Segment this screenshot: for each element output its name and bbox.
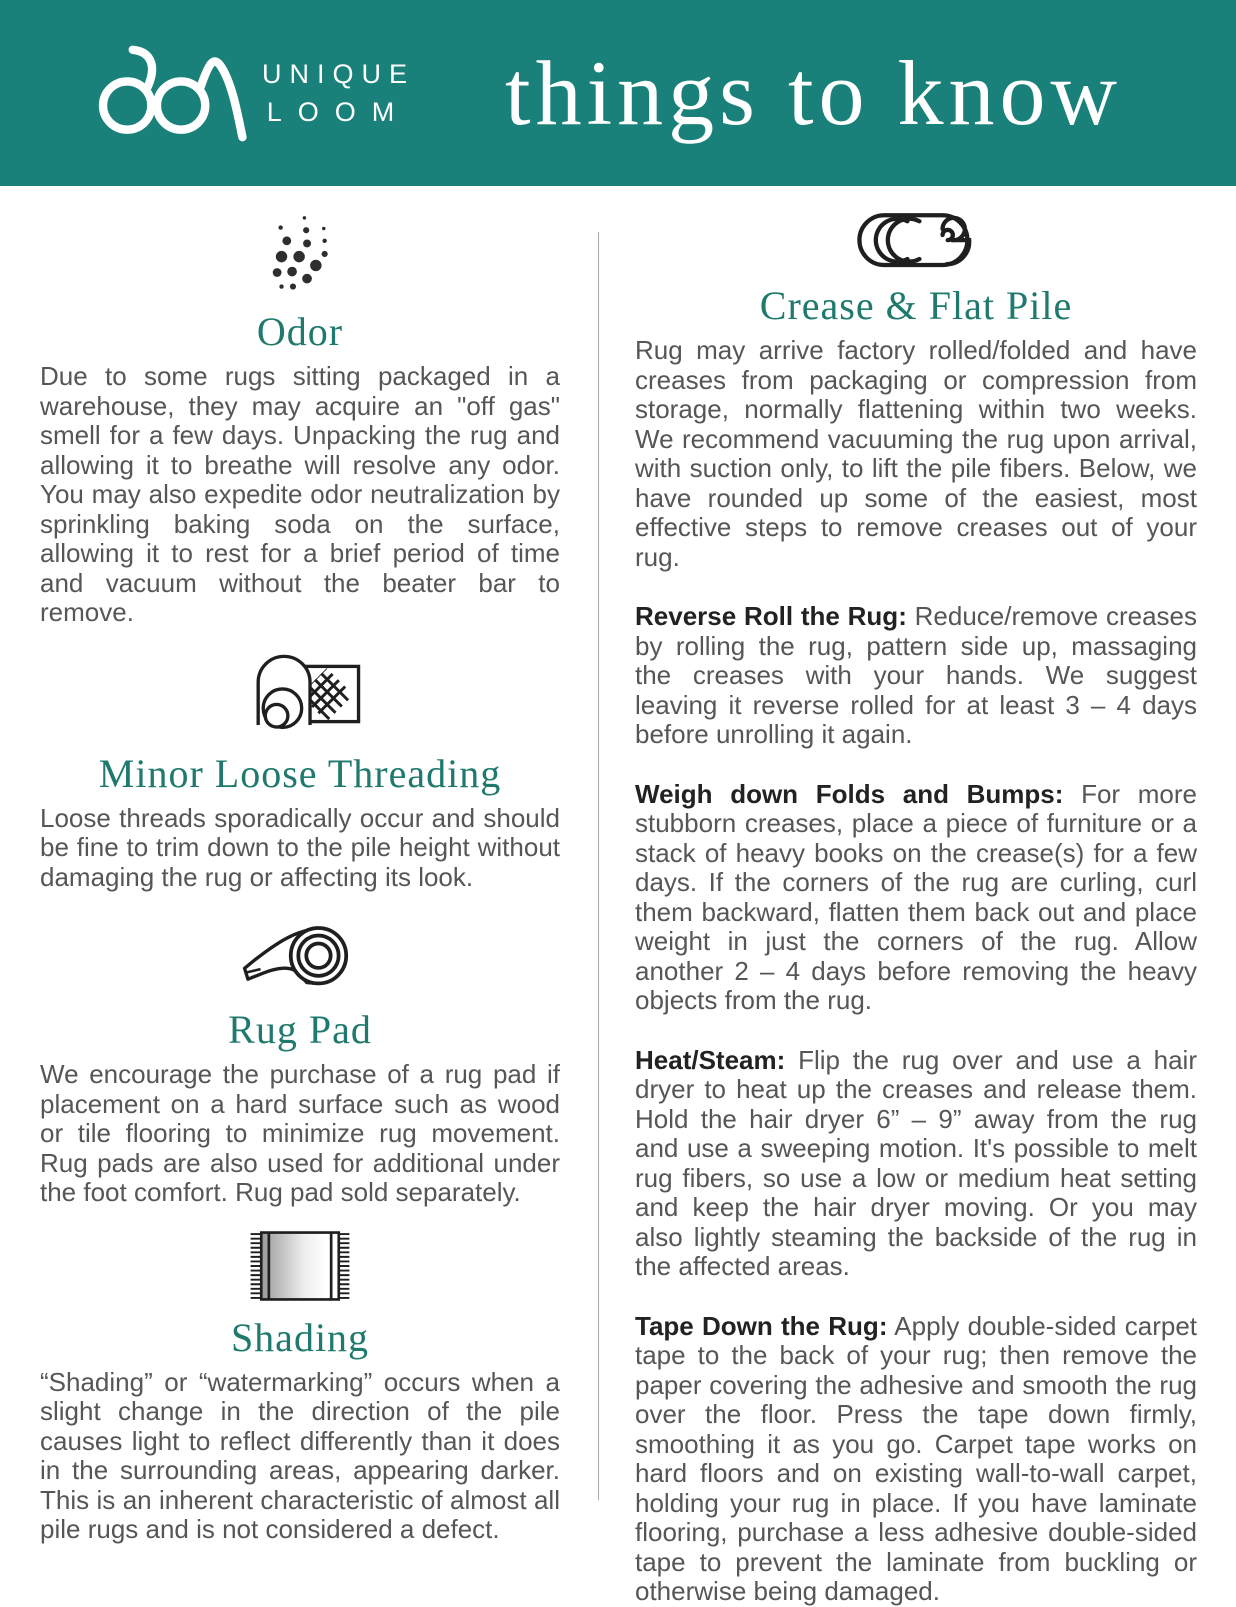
threading-icon-wrap: [40, 648, 560, 740]
section-odor: [40, 210, 560, 628]
crease-icon-wrap: [635, 210, 1197, 272]
rolled-rug-side-icon: [856, 210, 976, 272]
section-rug-pad: [40, 912, 560, 1208]
step-label: Reverse Roll the Rug:: [635, 601, 907, 631]
step-reverse-roll: [635, 602, 1197, 750]
step-text: Reduce/remove creases by rolling the rug, pattern side up, massaging the creases with your hands. We suggest leaving it reverse rolled for at least 3 – 4 days before unrolling it again.: [635, 601, 1197, 749]
section-body-shading: “Shading” or “watermarking” occurs when a slight change in the direction of the pile causes light to reflect differently than it does in the surrounding areas, appearing darker. This is an inherent characteristic of almost all pile rugs and is not considered a defect.: [40, 1366, 560, 1544]
odor-icon-wrap: [40, 210, 560, 298]
section-title-threading: Minor Loose Threading: [98, 750, 502, 796]
step-heat-steam: [635, 1046, 1197, 1282]
rolled-rug-icon: [226, 648, 374, 740]
crease-intro: Rug may arrive factory rolled/folded and have creases from packaging or compression from storage, normally flattening within two weeks. We recommend vacuuming the rug upon arrival, with suction only, to lift the pile fibers. Below, we have rounded up some of the easiest, most effective steps to remove creases out of your rug.: [635, 335, 1197, 572]
page-title: things to know: [505, 42, 1122, 144]
section-crease-flat-pile: [635, 210, 1197, 1607]
step-label: Weigh down Folds and Bumps:: [635, 778, 1064, 809]
brand-line-loom: LOOM: [266, 96, 411, 127]
header-banner: [0, 0, 1236, 186]
step-label: Tape Down the Rug:: [635, 1310, 888, 1341]
brand-line-unique: UNIQUE: [262, 58, 416, 89]
rug-pad-roll-icon: [231, 912, 369, 996]
section-body-threading: Loose threads sporadically occur and should be fine to trim down to the pile height without damaging the rug or affecting its look.: [40, 802, 560, 892]
rug-pad-icon-wrap: [40, 912, 560, 996]
section-title-rug-pad: Rug Pad: [228, 1007, 372, 1052]
right-column: [635, 210, 1197, 1606]
left-column: [40, 210, 560, 1544]
section-title-odor: Odor: [256, 309, 344, 354]
column-gap-right: [599, 210, 635, 1500]
unique-loom-logo-icon: [90, 44, 248, 142]
brand-name: [262, 59, 415, 128]
column-gap-left: [560, 210, 598, 1500]
shaded-rug-icon: [227, 1228, 373, 1304]
section-body-rug-pad: We encourage the purchase of a rug pad if placement on a hard surface such as wood or tile flooring to minimize rug movement. Rug pads are also used for additional under the foot comfort. Rug pad sold separately.: [40, 1059, 560, 1207]
shading-icon-wrap: [40, 1228, 560, 1304]
step-text: Flip the rug over and use a hair dryer to heat up the creases and release them. Hold the hair dryer 6” – 9” away from the rug and use a sweeping motion. It's possible to melt rug fibers, so use a low or medium heat setting and keep the hair dryer moving. Or you may also lightly steaming the backside of the rug in the affected areas.: [635, 1044, 1197, 1281]
step-label: Heat/Steam:: [635, 1044, 786, 1075]
step-text: Apply double-sided carpet tape to the back of your rug; then remove the paper covering the adhesive and smooth the rug over the floor. Press the tape down firmly, smoothing it as you go. Carpet tape works on hard floors and on existing wall-to-wall carpet, holding your rug in place. If you have laminate flooring, purchase a less adhesive double-sided tape to prevent the laminate from buckling or otherwise being damaged.: [635, 1310, 1197, 1606]
section-title-shading: Shading: [230, 1314, 370, 1360]
step-tape-down: [635, 1312, 1197, 1607]
odor-particles-icon: [241, 210, 359, 298]
section-title-crease: Crease & Flat Pile: [759, 283, 1073, 328]
section-loose-threading: [40, 648, 560, 893]
section-body-odor: Due to some rugs sitting packaged in a warehouse, they may acquire an "off gas" smell for a few days. Unpacking the rug and allowing it to breathe will resolve any odor. You may also expedite odor neutralization by sprinkling baking soda on the surface, allowing it to rest for a brief period of time and vacuum without the beater bar to remove.: [40, 361, 560, 627]
content-area: [0, 186, 1236, 1606]
step-text: For more stubborn creases, place a piece of furniture or a stack of heavy books on the crease(s) for a few days. If the corners of the rug are curling, curl them backward, flatten them back out and place weight in just the corners of the rug. Allow another 2 – 4 days before removing the heavy objects from the rug.: [635, 778, 1197, 1015]
step-weigh-down: [635, 780, 1197, 1016]
section-shading: [40, 1228, 560, 1545]
